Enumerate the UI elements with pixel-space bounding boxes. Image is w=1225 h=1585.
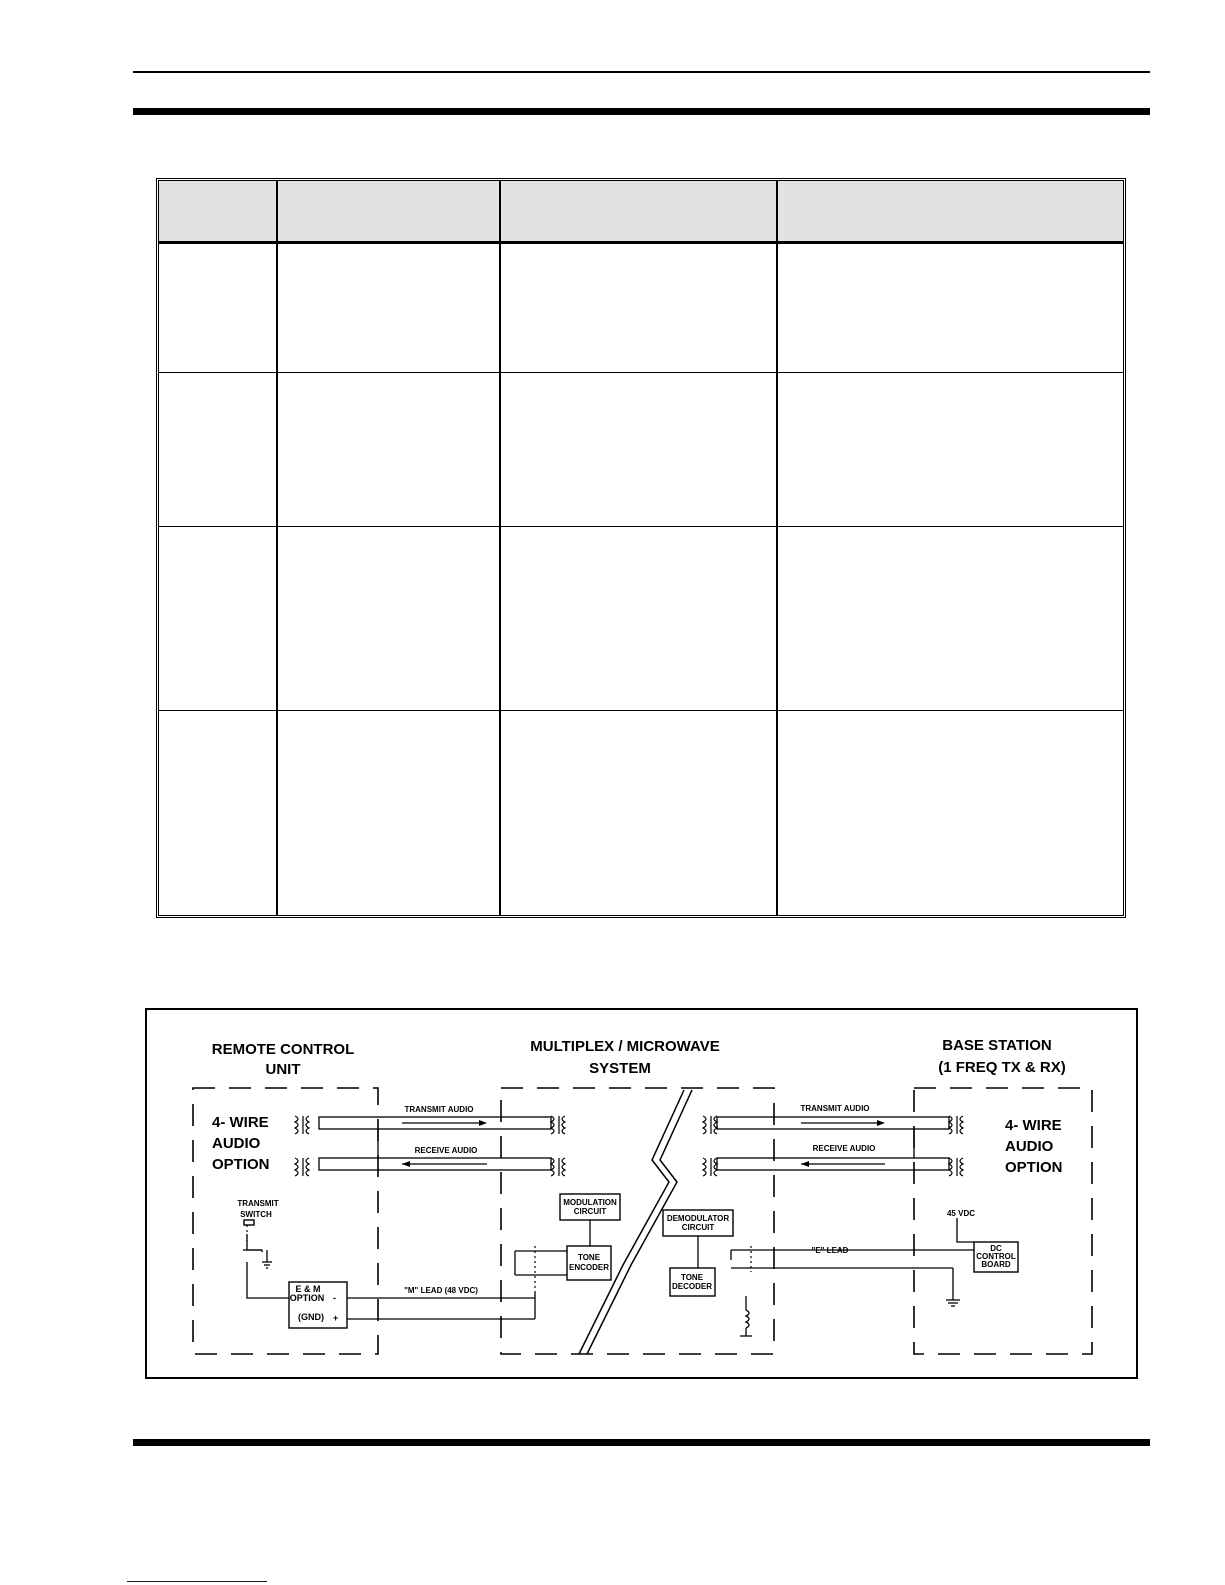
receive-audio-label-right: RECEIVE AUDIO bbox=[812, 1144, 876, 1153]
dc-control-line-1: DC bbox=[990, 1244, 1002, 1253]
demodulator-circuit-line-1: DEMODULATOR bbox=[666, 1214, 730, 1223]
receive-audio-label-left: RECEIVE AUDIO bbox=[414, 1146, 478, 1155]
vdc-45-label: 45 VDC bbox=[946, 1209, 976, 1218]
header-rule-thick bbox=[133, 108, 1150, 115]
modulation-circuit-line-1: MODULATION bbox=[563, 1198, 617, 1207]
table-header-cell bbox=[500, 181, 777, 243]
table-row bbox=[159, 373, 1123, 527]
footer-rule-thick bbox=[133, 1439, 1150, 1446]
left-option-line-2: AUDIO bbox=[212, 1135, 261, 1152]
base-station-boundary bbox=[914, 1088, 1092, 1354]
em-minus-label: - bbox=[333, 1293, 336, 1303]
transmit-switch-line-2: SWITCH bbox=[240, 1210, 272, 1219]
transmit-audio-label-right: TRANSMIT AUDIO bbox=[800, 1104, 870, 1113]
table-cell bbox=[500, 711, 777, 916]
right-option-line-1: 4- WIRE bbox=[1005, 1117, 1062, 1134]
table-header-cell bbox=[159, 181, 277, 243]
table-cell bbox=[159, 373, 277, 527]
transmit-audio-label-left: TRANSMIT AUDIO bbox=[404, 1105, 474, 1114]
mux-title-line-2: SYSTEM bbox=[589, 1060, 651, 1077]
tone-decoder-line-2: DECODER bbox=[671, 1282, 713, 1291]
demodulator-circuit-line-2: CIRCUIT bbox=[681, 1223, 715, 1232]
remote-title-line-2: UNIT bbox=[265, 1061, 301, 1078]
tone-encoder-line-2: ENCODER bbox=[568, 1263, 610, 1272]
em-option-line-2: OPTION bbox=[289, 1293, 325, 1303]
system-diagram bbox=[145, 1008, 1138, 1379]
remote-title-line-1: REMOTE CONTROL bbox=[211, 1041, 355, 1058]
blocks bbox=[244, 1194, 1018, 1328]
table-cell bbox=[500, 243, 777, 373]
e-lead-label: "E" LEAD bbox=[811, 1246, 849, 1255]
table-header-row bbox=[159, 181, 1123, 243]
tone-decoder-line-1: TONE bbox=[680, 1273, 704, 1282]
table-cell bbox=[777, 243, 1123, 373]
table-cell bbox=[277, 243, 500, 373]
spec-table bbox=[156, 178, 1126, 918]
em-plus-label: + bbox=[333, 1313, 339, 1323]
tone-encoder-line-1: TONE bbox=[577, 1253, 601, 1262]
table-cell bbox=[277, 373, 500, 527]
table-cell bbox=[277, 527, 500, 711]
table-header-cell bbox=[777, 181, 1123, 243]
table-cell bbox=[159, 243, 277, 373]
em-gnd-label: (GND) bbox=[298, 1312, 324, 1322]
table-cell bbox=[500, 527, 777, 711]
header-rule-thin bbox=[133, 71, 1150, 73]
right-option-line-2: AUDIO bbox=[1005, 1138, 1054, 1155]
table-cell bbox=[159, 711, 277, 916]
right-option-line-3: OPTION bbox=[1005, 1159, 1063, 1176]
table-cell bbox=[777, 373, 1123, 527]
left-option-line-3: OPTION bbox=[212, 1156, 270, 1173]
transmit-switch-line-1: TRANSMIT bbox=[237, 1199, 279, 1208]
table-cell bbox=[277, 711, 500, 916]
base-title-line-1: BASE STATION bbox=[942, 1037, 1052, 1054]
table-cell bbox=[159, 527, 277, 711]
wiring bbox=[243, 1218, 974, 1336]
mux-title-line-1: MULTIPLEX / MICROWAVE bbox=[530, 1038, 720, 1055]
em-option-line-1: E & M bbox=[295, 1284, 321, 1294]
dc-control-line-2: CONTROL bbox=[976, 1252, 1016, 1261]
modulation-circuit-line-2: CIRCUIT bbox=[573, 1207, 607, 1216]
table-cell bbox=[500, 373, 777, 527]
table-cell bbox=[777, 711, 1123, 916]
m-lead-label: "M" LEAD (48 VDC) bbox=[404, 1286, 478, 1295]
table-row bbox=[159, 527, 1123, 711]
footer-link-underline[interactable] bbox=[127, 1580, 267, 1582]
table-header-cell bbox=[277, 181, 500, 243]
table-cell bbox=[777, 527, 1123, 711]
table-row bbox=[159, 243, 1123, 373]
transmit-switch-symbol bbox=[244, 1220, 254, 1225]
diagram-svg bbox=[147, 1010, 1140, 1381]
left-option-line-1: 4- WIRE bbox=[212, 1114, 269, 1131]
table-row bbox=[159, 711, 1123, 916]
base-title-line-2: (1 FREQ TX & RX) bbox=[938, 1059, 1066, 1076]
dc-control-line-3: BOARD bbox=[981, 1260, 1011, 1269]
